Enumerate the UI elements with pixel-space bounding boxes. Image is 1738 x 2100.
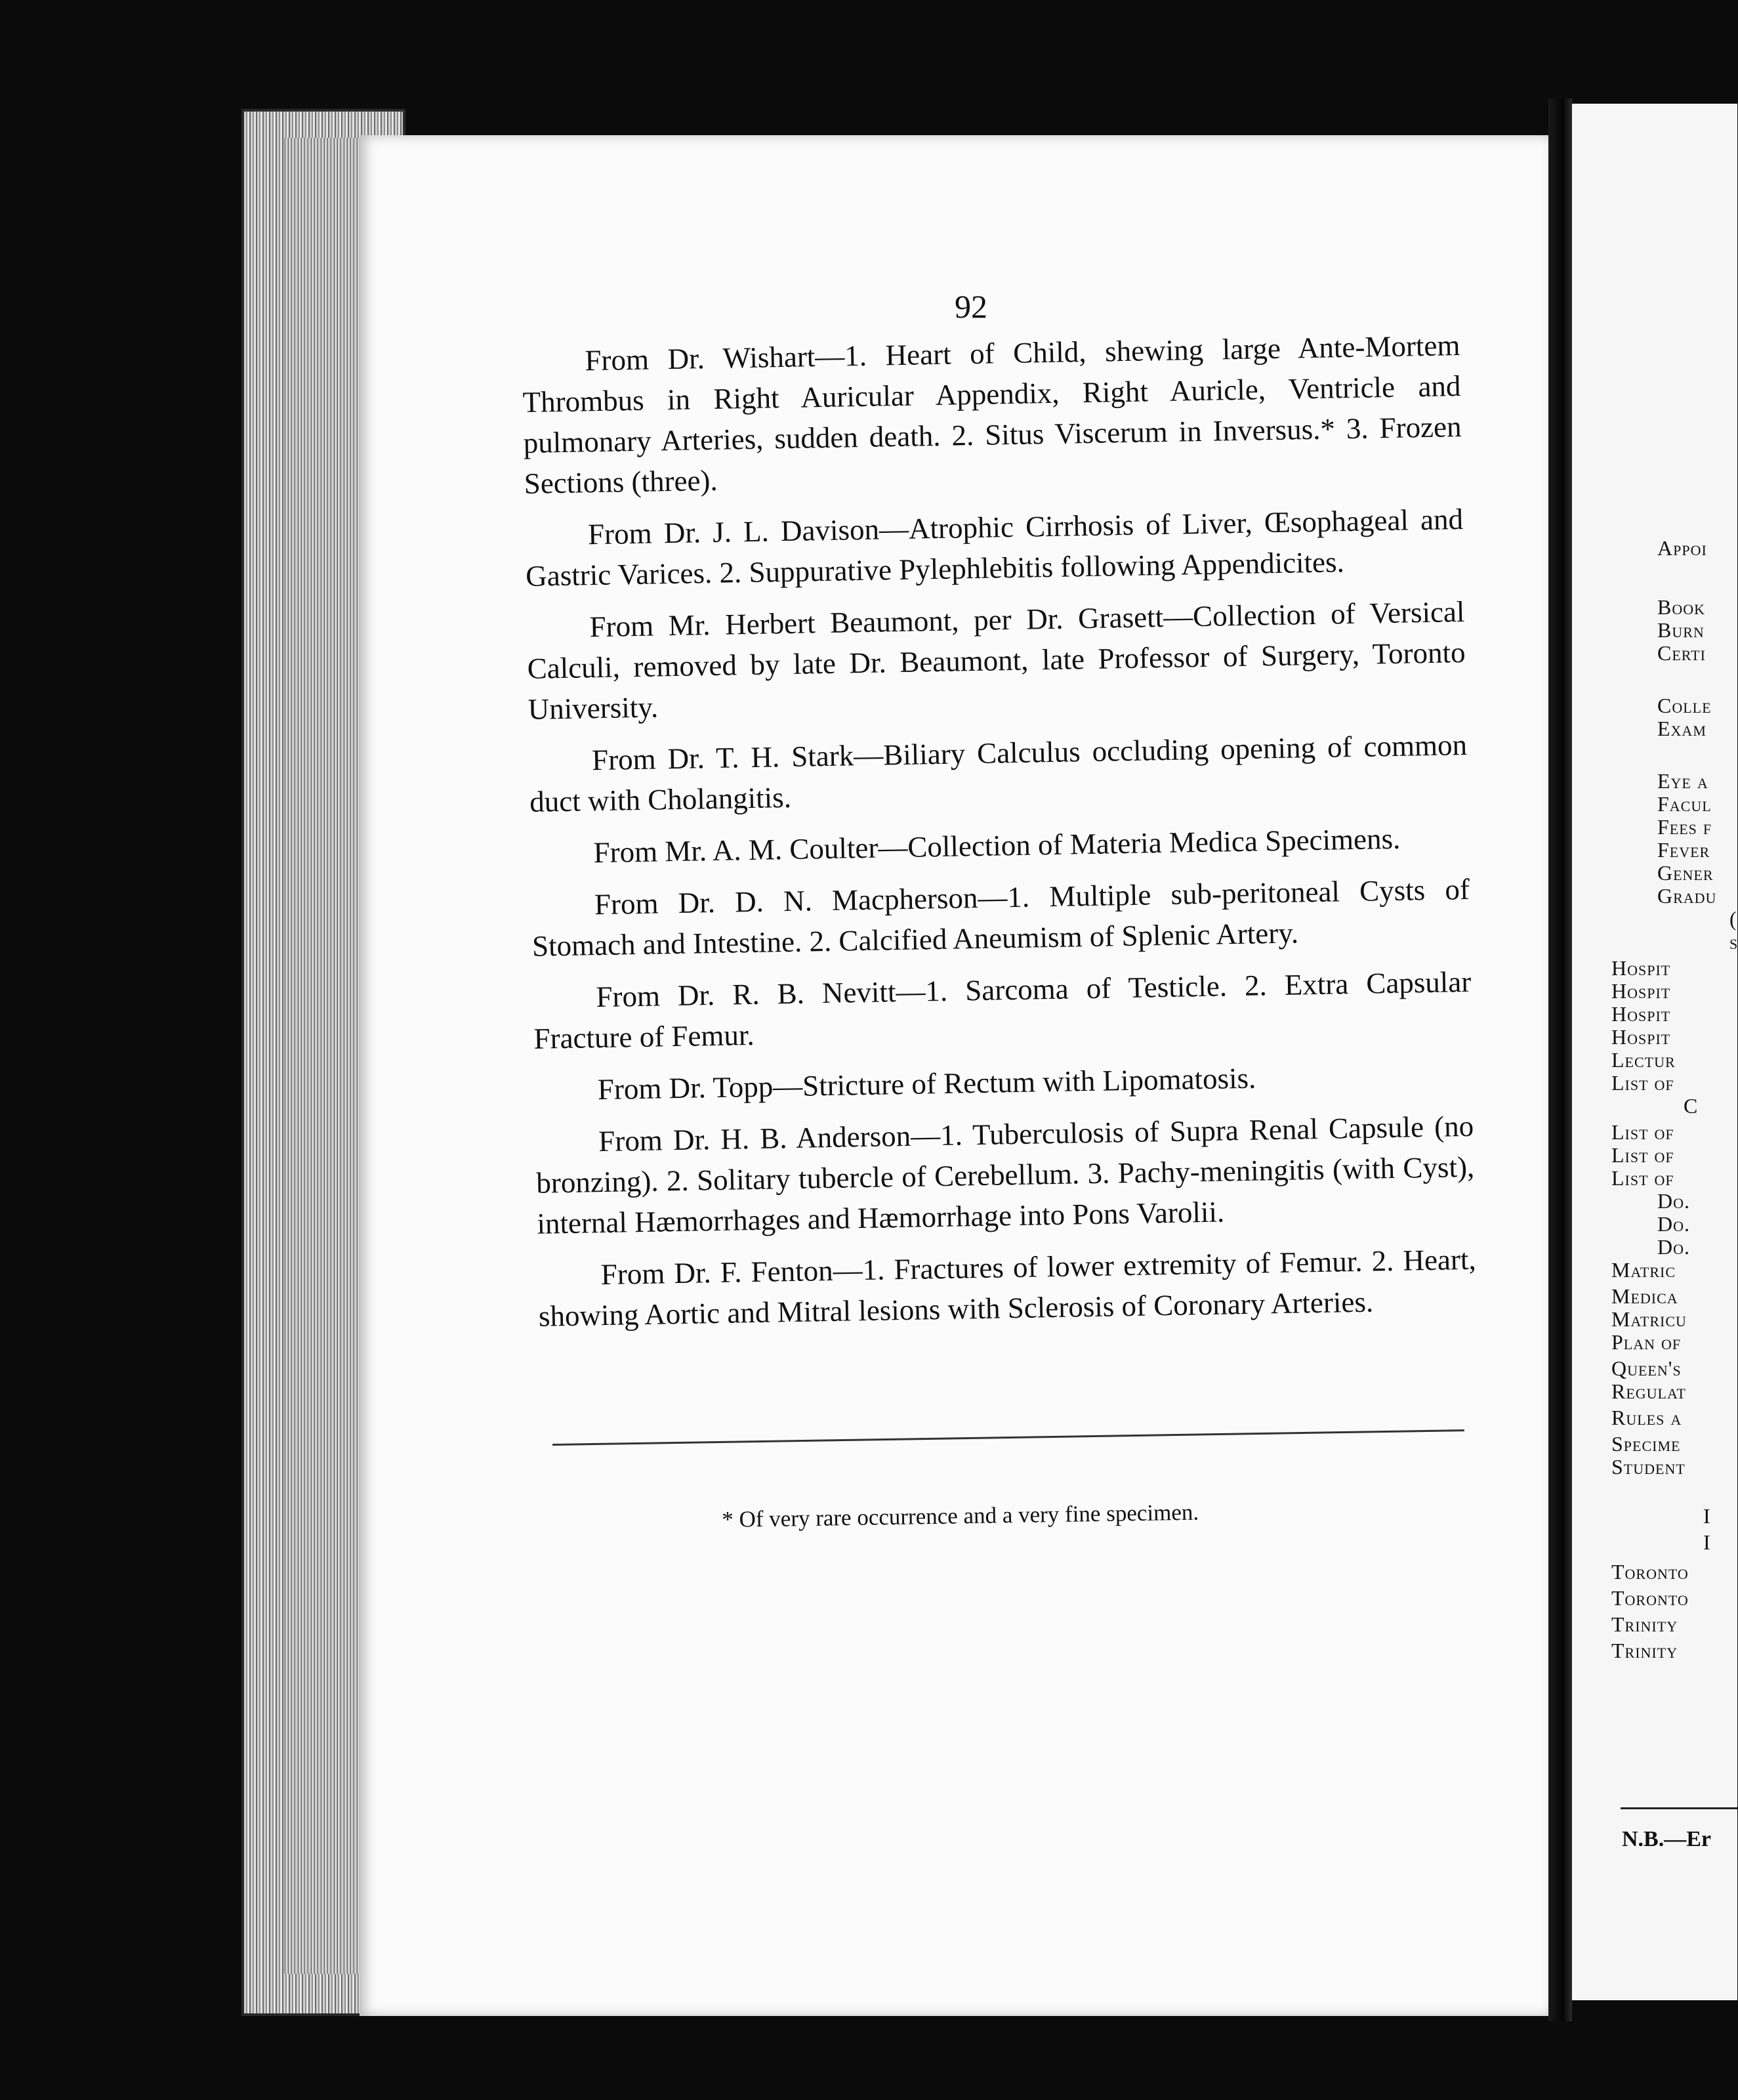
paragraph: From Dr. F. Fenton—1. Fractures of lower extremity of Femur. 2. Heart, showing Aortic and Mitral lesions with Sclerosis of Coronary Arteries. bbox=[538, 1242, 1477, 1333]
index-entry: Matricu bbox=[1611, 1307, 1687, 1331]
index-entry: Eye a bbox=[1657, 769, 1708, 793]
index-entry: Specime bbox=[1611, 1432, 1681, 1456]
index-entry: Do. bbox=[1657, 1212, 1690, 1236]
right-page-rule bbox=[1621, 1807, 1737, 1809]
index-entry: Hospit bbox=[1611, 1025, 1671, 1049]
page-number: 92 bbox=[955, 288, 987, 325]
index-entry: Book bbox=[1657, 595, 1706, 619]
index-entry: Do. bbox=[1657, 1235, 1690, 1259]
paragraph: From Dr. R. B. Nevitt—1. Sarcoma of Testicle. 2. Extra Capsular Fracture of Femur. bbox=[533, 965, 1472, 1055]
index-entry: List of bbox=[1611, 1143, 1674, 1167]
index-entry: Toronto bbox=[1611, 1560, 1689, 1584]
index-entry: Plan of bbox=[1611, 1330, 1682, 1354]
index-entry: Toronto bbox=[1611, 1586, 1689, 1610]
index-entry: Gradu bbox=[1657, 884, 1717, 908]
index-entry: List of bbox=[1611, 1071, 1674, 1095]
index-entry: Medica bbox=[1611, 1284, 1678, 1308]
index-entry: Do. bbox=[1657, 1189, 1690, 1213]
right-page-index bbox=[1611, 536, 1738, 1671]
index-entry: Fees f bbox=[1657, 815, 1712, 839]
index-entry: Hospit bbox=[1611, 979, 1671, 1003]
index-entry: Exam bbox=[1657, 717, 1707, 740]
index-entry: List of bbox=[1611, 1166, 1674, 1190]
index-entry: C bbox=[1684, 1094, 1699, 1118]
index-entry: Hospit bbox=[1611, 956, 1671, 980]
index-entry: Gener bbox=[1657, 861, 1714, 885]
index-entry: Trinity bbox=[1611, 1612, 1678, 1636]
paragraph: From Mr. Herbert Beaumont, per Dr. Grasett—Collection of Versical Calculi, removed by late Dr. Beaumont, late Professor of Surgery, Toronto University. bbox=[527, 595, 1466, 726]
paragraph: From Dr. Wishart—1. Heart of Child, shewing large Ante-Mortem Thrombus in Right Auricular Appendix, Right Auricle, Ventricle and pulmonary Arteries, sudden death. 2. Situs Viscerum in Inversus.* 3. Frozen Sections (three). bbox=[522, 329, 1462, 500]
index-entry: Burn bbox=[1657, 618, 1705, 642]
index-entry: Colle bbox=[1657, 694, 1712, 717]
index-entry: Certi bbox=[1657, 641, 1706, 665]
index-entry: Hospit bbox=[1611, 1002, 1671, 1026]
paragraph: From Dr. D. N. Macpherson—1. Multiple sub-peritoneal Cysts of Stomach and Intestine. 2. Calcified Aneumism of Splenic Artery. bbox=[531, 872, 1470, 963]
paragraph: From Dr. J. L. Davison—Atrophic Cirrhosis of Liver, Œsophageal and Gastric Varices. 2. Suppurative Pylephlebitis following Appendicites. bbox=[525, 503, 1464, 593]
index-entry: I bbox=[1703, 1504, 1711, 1528]
paragraph: From Dr. T. H. Stark—Biliary Calculus occluding opening of common duct with Cholangitis. bbox=[529, 728, 1468, 818]
index-entry: ( bbox=[1729, 907, 1737, 931]
index-entry: Queen's bbox=[1611, 1356, 1682, 1380]
paragraph: From Mr. A. M. Coulter—Collection of Materia Medica Specimens. bbox=[593, 822, 1401, 870]
index-entry: Lectur bbox=[1611, 1048, 1676, 1072]
index-entry: Rules a bbox=[1611, 1406, 1682, 1429]
index-entry: List of bbox=[1611, 1120, 1674, 1144]
book-gutter bbox=[1548, 98, 1572, 2021]
index-entry: I bbox=[1703, 1530, 1711, 1554]
paragraph: From Dr. H. B. Anderson—1. Tuberculosis of Supra Renal Capsule (no bronzing). 2. Solitary tubercle of Cerebellum. 3. Pachy-meningitis (with Cyst), internal Hæmorrhages and Hæmorrhage into Pons Varolii. bbox=[535, 1109, 1475, 1240]
right-page-note: N.B.—Er bbox=[1622, 1827, 1711, 1851]
specimen-list bbox=[522, 325, 1478, 1348]
footnote: * Of very rare occurrence and a very fine specimen. bbox=[722, 1499, 1199, 1532]
index-entry: Matric bbox=[1611, 1258, 1676, 1282]
index-entry: Fever bbox=[1657, 838, 1710, 862]
index-entry: Facul bbox=[1657, 792, 1712, 816]
index-entry: Appoi bbox=[1657, 536, 1707, 560]
index-entry: Regulat bbox=[1611, 1379, 1686, 1403]
index-entry: Trinity bbox=[1611, 1639, 1678, 1662]
index-entry: s bbox=[1729, 930, 1738, 954]
paragraph: From Dr. Topp—Stricture of Rectum with Lipomatosis. bbox=[597, 1061, 1256, 1106]
index-entry: Student bbox=[1611, 1455, 1686, 1479]
